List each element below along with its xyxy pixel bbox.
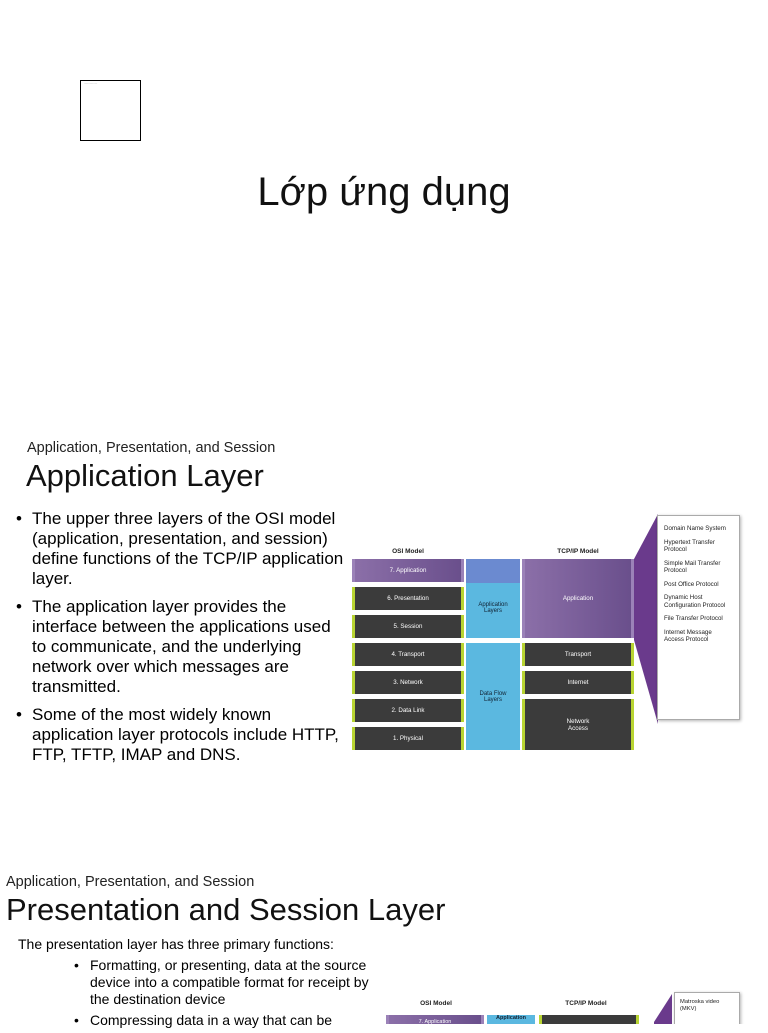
protocol-item: Matroska video (MKV) [680, 999, 720, 1012]
protocol-item: Dynamic Host Configuration Protocol [664, 594, 726, 609]
bullet-item: • Compressing data in a way that can be [74, 1012, 374, 1029]
application-layers-label: Application Layers [478, 601, 508, 614]
osi-model-label: OSI Model [420, 1000, 452, 1007]
tcpip-network-access: Network Access [522, 699, 634, 750]
protocol-item: Hypertext Transfer Protocol [664, 538, 715, 553]
osi-layer-7: 7. Application [352, 559, 464, 582]
tcpip-model-label: TCP/IP Model [557, 548, 599, 555]
osi-layer-6: 6. Presentation [352, 587, 464, 610]
tcpip-internet: Internet [522, 671, 634, 694]
logo-text: ................ [84, 81, 98, 85]
bullet-item: • Some of the most widely known application layer protocols include HTTP, FTP, TFTP, IMAP and DNS. [15, 705, 345, 765]
protocol-item: Post Office Protocol [664, 580, 719, 588]
bullet-item: • The upper three layers of the OSI model (application, presentation, and session) define functions of the TCP/IP application layer. [15, 509, 345, 589]
protocol-list [657, 515, 740, 720]
protocol-list [674, 992, 740, 1024]
bullet-item: • The application layer provides the interface between the applications used to communicate, and the underlying network over which messages are transmitted. [15, 597, 345, 697]
osi-tcpip-diagram-partial [384, 990, 768, 1024]
protocol-item: File Transfer Protocol [664, 615, 723, 622]
protocol-item: Simple Mail Transfer Protocol [664, 559, 721, 574]
application-layers-band [466, 559, 520, 638]
data-flow-layers-band [466, 643, 520, 750]
slide3-title: Presentation and Session Layer [6, 892, 446, 927]
slide2-subtitle: Application, Presentation, and Session [27, 440, 276, 456]
protocol-item: Internet Message Access Protocol [664, 628, 712, 643]
application-band: Application [487, 1015, 535, 1024]
logo-placeholder [80, 80, 141, 141]
tcpip-application [539, 1015, 639, 1024]
osi-tcpip-diagram [350, 510, 745, 755]
tcpip-transport: Transport [522, 643, 634, 666]
bullet-item: • Formatting, or presenting, data at the source device into a compatible format for receipt by the destination device [74, 957, 374, 1008]
osi-layer-4: 4. Transport [352, 643, 464, 666]
data-flow-layers-label: Data Flow Layers [479, 690, 507, 703]
slide2-bullets [15, 509, 345, 773]
osi-layer-1: 1. Physical [352, 727, 464, 750]
osi-layer-2: 2. Data Link [352, 699, 464, 722]
slide3-intro: The presentation layer has three primary functions: [18, 936, 334, 952]
osi-model-label: OSI Model [392, 548, 424, 555]
slide3-subtitle: Application, Presentation, and Session [6, 874, 255, 890]
tcpip-model-label: TCP/IP Model [565, 1000, 607, 1007]
callout-wedge [654, 992, 672, 1024]
osi-layer-3: 3. Network [352, 671, 464, 694]
slide3-bullets [74, 957, 374, 1033]
osi-layer-7: 7. Application [386, 1015, 484, 1024]
tcpip-application: Application [522, 559, 634, 638]
osi-layer-5: 5. Session [352, 615, 464, 638]
slide2-title: Application Layer [26, 458, 264, 493]
callout-wedge [634, 512, 658, 752]
protocol-item: Domain Name System [664, 525, 726, 532]
slide1-title: Lớp ứng dụng [257, 170, 511, 214]
